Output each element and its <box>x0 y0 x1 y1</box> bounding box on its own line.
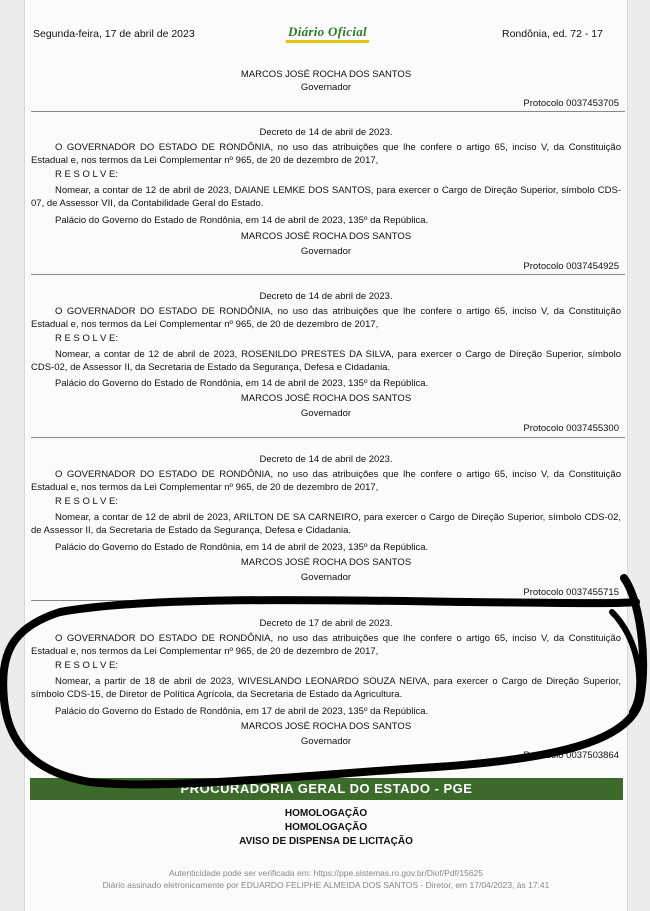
pge-banner: PROCURADORIA GERAL DO ESTADO - PGE <box>30 778 623 800</box>
decree-role: Governador <box>300 408 352 419</box>
decree-signer: MARCOS JOSÉ ROCHA DOS SANTOS <box>240 721 412 732</box>
header-date: Segunda-feira, 17 de abril de 2023 <box>33 28 195 40</box>
decree-protocol: Protocolo 0037455715 <box>523 587 619 598</box>
decree-intro: O GOVERNADOR DO ESTADO DE RONDÔNIA, no uso das atribuições que lhe confere o artigo 65, inciso V, da Constituição Estadual e, nos termos da Lei Complementar nº 965, de 20 de dezembro de 2017, <box>31 469 621 493</box>
decree-resolve: R E S O L V E: <box>55 333 119 344</box>
diario-oficial-logo: Diário Oficial <box>288 24 367 39</box>
decree-role: Governador <box>300 246 352 257</box>
decree-role: Governador <box>300 736 352 747</box>
decree-signer: MARCOS JOSÉ ROCHA DOS SANTOS <box>240 393 412 404</box>
decree-body: Nomear, a contar de 12 de abril de 2023, ARILTON DE SA CARNEIRO, para exercer o Cargo de Direção Superior, símbolo CDS-02, de Assessor II, da Secretaria de Estado da Segurança, Defesa e Cidadania. <box>31 512 621 536</box>
decree-role: Governador <box>300 572 352 583</box>
decree-body: Nomear, a contar de 12 de abril de 2023, DAIANE LEMKE DOS SANTOS, para exercer o Cargo de Direção Superior, símbolo CDS-07, de Assessor VII, da Contabilidade Geral do Estado. <box>31 185 621 209</box>
top-protocol: Protocolo 0037453705 <box>523 98 619 109</box>
decree-palace: Palácio do Governo do Estado de Rondônia, em 14 de abril de 2023, 135º da República. <box>55 215 429 226</box>
decree-title: Decreto de 14 de abril de 2023. <box>259 127 393 138</box>
decree-signer: MARCOS JOSÉ ROCHA DOS SANTOS <box>240 231 412 242</box>
footer-signature: Diário assinado eletronicamente por EDUARDO FELIPHE ALMEIDA DOS SANTOS - Diretor, em 17/04/2023, às 17:41 <box>102 880 550 890</box>
decree-title: Decreto de 17 de abril de 2023. <box>259 618 393 629</box>
decree-body: Nomear, a partir de 18 de abril de 2023, WIVESLANDO LEONARDO SOUZA NEIVA, para exercer o Cargo de Direção Superior, símbolo CDS-15, de Diretor de Política Agrícola, da Secretaria de Estado da Agricultura. <box>31 676 621 700</box>
decree-body: Nomear, a contar de 12 de abril de 2023, ROSENILDO PRESTES DA SILVA, para exercer o Cargo de Direção Superior, símbolo CDS-02, de Assessor II, da Secretaria de Estado da Segurança, Defesa e Cidadania. <box>31 349 621 373</box>
decree-title: Decreto de 14 de abril de 2023. <box>259 454 393 465</box>
decree-resolve: R E S O L V E: <box>55 496 119 507</box>
pge-item-homologacao: HOMOLOGAÇÃO <box>284 822 368 833</box>
top-signer: MARCOS JOSÉ ROCHA DOS SANTOS <box>240 69 412 80</box>
decree-intro: O GOVERNADOR DO ESTADO DE RONDÔNIA, no uso das atribuições que lhe confere o artigo 65, inciso V, da Constituição Estadual e, nos termos da Lei Complementar nº 965, de 20 de dezembro de 2017, <box>31 306 621 330</box>
pge-item-aviso-dispensa: AVISO DE DISPENSA DE LICITAÇÃO <box>239 836 413 847</box>
decree-resolve: R E S O L V E: <box>55 660 119 671</box>
decree-protocol: Protocolo 0037454925 <box>523 261 619 272</box>
decree-palace: Palácio do Governo do Estado de Rondônia, em 14 de abril de 2023, 135º da República. <box>55 542 429 553</box>
decree-signer: MARCOS JOSÉ ROCHA DOS SANTOS <box>240 557 412 568</box>
decree-title: Decreto de 14 de abril de 2023. <box>259 291 393 302</box>
header-edition: Rondônia, ed. 72 - 17 <box>502 28 603 40</box>
decree-protocol: Protocolo 0037503864 <box>523 750 619 761</box>
decree-palace: Palácio do Governo do Estado de Rondônia, em 17 de abril de 2023, 135º da República. <box>55 706 429 717</box>
decree-intro: O GOVERNADOR DO ESTADO DE RONDÔNIA, no uso das atribuições que lhe confere o artigo 65, inciso V, da Constituição Estadual e, nos termos da Lei Complementar nº 965, de 20 de dezembro de 2017, <box>31 142 621 166</box>
pge-item-homologacao: HOMOLOGAÇÃO <box>284 808 368 819</box>
decree-resolve: R E S O L V E: <box>55 169 119 180</box>
decree-palace: Palácio do Governo do Estado de Rondônia, em 14 de abril de 2023, 135º da República. <box>55 378 429 389</box>
top-role: Governador <box>300 82 352 93</box>
decree-intro: O GOVERNADOR DO ESTADO DE RONDÔNIA, no uso das atribuições que lhe confere o artigo 65, inciso V, da Constituição Estadual e, nos termos da Lei Complementar nº 965, de 20 de dezembro de 2017, <box>31 633 621 657</box>
decree-protocol: Protocolo 0037455300 <box>523 423 619 434</box>
footer-authenticity: Autenticidade pode ser verificada em: https://ppe.sistemas.ro.gov.br/Diof/Pdf/15625 <box>168 868 484 878</box>
